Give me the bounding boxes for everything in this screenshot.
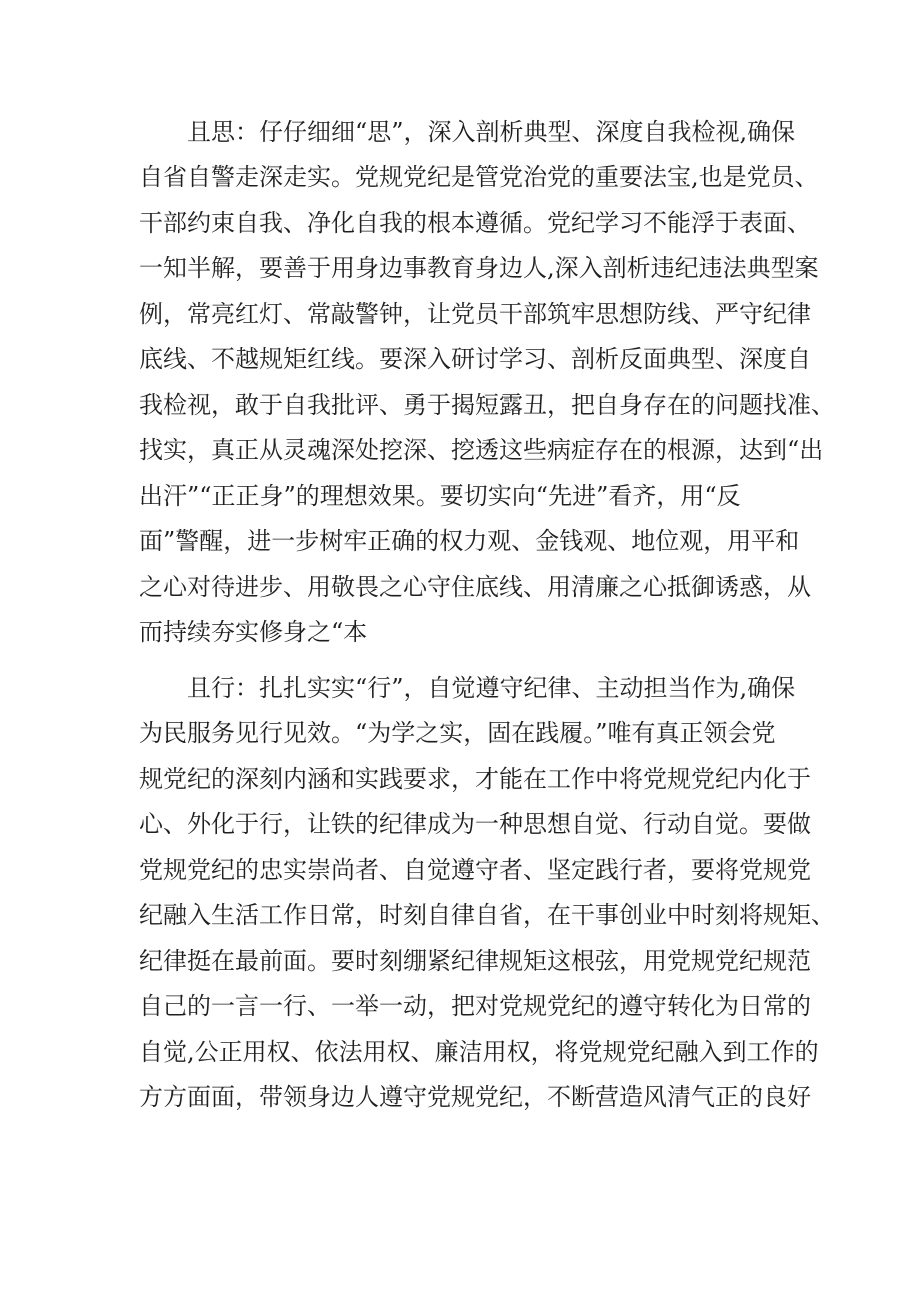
paragraph-1-line-11: 之心对待进步、用敬畏之心守住底线、用清廉之心抵御诱惑，从 <box>139 573 811 601</box>
paragraph-1-line-8: 找实，真正从灵魂深处挖深、挖透这些病症存在的根源，达到“出 <box>139 436 824 464</box>
paragraph-2-line-5: 党规党纪的忠实崇尚者、自觉遵守者、坚定践行者，要将党规党 <box>139 856 811 884</box>
paragraph-1-line-1: 且思：仔仔细细“思”，深入剖析典型、深度自我检视,确保 <box>187 118 796 146</box>
paragraph-2-line-3: 规党纪的深刻内涵和实践要求，才能在工作中将党规党纪内化于 <box>139 765 811 793</box>
paragraph-1-line-12: 而持续夯实修身之“本 <box>139 618 368 646</box>
paragraph-2-line-4: 心、外化于行，让铁的纪律成为一种思想自觉、行动自觉。要做 <box>139 810 811 838</box>
paragraph-2-line-7: 纪律挺在最前面。要时刻绷紧纪律规矩这根弦，用党规党纪规范 <box>139 947 811 975</box>
paragraph-2-line-6: 纪融入生活工作日常，时刻自律自省，在干事创业中时刻将规矩、 <box>139 901 835 929</box>
paragraph-1-line-4: 一知半解，要善于用身边事教育身边人,深入剖析违纪违法典型案 <box>139 254 819 282</box>
paragraph-2-line-2: 为民服务见行见效。“为学之实，固在践履。”唯有真正领会党 <box>139 719 776 747</box>
paragraph-2-line-10: 方方面面，带领身边人遵守党规党纪，不断营造风清气正的良好 <box>139 1083 811 1111</box>
paragraph-2-line-8: 自己的一言一行、一举一动，把对党规党纪的遵守转化为日常的 <box>139 992 811 1020</box>
paragraph-1-line-6: 底线、不越规矩红线。要深入研讨学习、剖析反面典型、深度自 <box>139 345 811 373</box>
paragraph-1-line-3: 干部约束自我、净化自我的根本遵循。党纪学习不能浮于表面、 <box>139 209 811 237</box>
paragraph-2-line-9: 自觉,公正用权、依法用权、廉洁用权，将党规党纪融入到工作的 <box>139 1038 819 1066</box>
paragraph-1-line-5: 例，常亮红灯、常敲警钟，让党员干部筑牢思想防线、严守纪律 <box>139 300 811 328</box>
paragraph-1-line-9: 出汗”“正正身”的理想效果。要切实向“先进”看齐，用“反 <box>139 482 741 510</box>
paragraph-2-line-11 <box>139 1121 799 1165</box>
paragraph-2-line-1: 且行：扎扎实实“行”，自觉遵守纪律、主动担当作为,确保 <box>187 674 796 702</box>
paragraph-1-line-2: 自省自警走深走实。党规党纪是管党治党的重要法宝,也是党员、 <box>139 163 819 191</box>
paragraph-1-line-10: 面”警醒，进一步树牢正确的权力观、金钱观、地位观，用平和 <box>139 527 800 555</box>
paragraph-1-line-7: 我检视，敢于自我批评、勇于揭短露丑，把自身存在的问题找准、 <box>139 391 835 419</box>
